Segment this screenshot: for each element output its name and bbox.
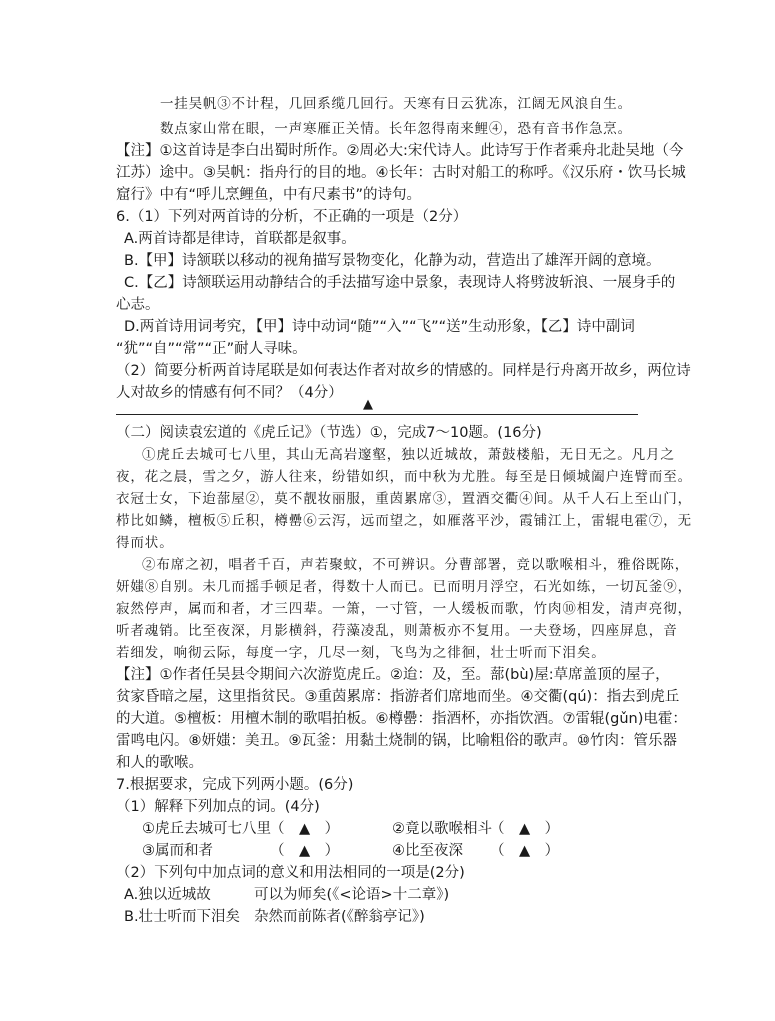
prose-line: 寂然停声，属而和者，才三四辈。一箫，一寸管，一人缓板而歌，竹肉⑩相发，清声亮彻， [116, 601, 692, 617]
vocab-item-1: ①虎丘去城可七八里 [142, 821, 271, 837]
vocab-item-4: ④比至夜深 [392, 843, 463, 859]
prose-line: ②布席之初，唱者千百，声若聚蚊，不可辨识。分曹部署，竞以歌喉相斗，雅俗既陈， [142, 557, 690, 573]
prose-line: ①虎丘去城可七八里，其山无高岩邃壑，独以近城故，萧鼓楼船，无日无之。凡月之 [142, 447, 675, 463]
prose-line: 栉比如鳞，檀板⑤丘积，樽罍⑥云泻，远而望之，如雁落平沙，霞铺江上，雷辊电霍⑦，无 [116, 513, 692, 529]
answer-blank-1[interactable]: （ ▲ ） [270, 821, 340, 837]
prose-line: 若细发，响彻云际，每度一字，几尽一刻，飞鸟为之徘徊，壮士听而下泪矣。 [116, 645, 606, 661]
question-7-option-b-compare: 杂然而前陈者(《醉翁亭记》) [254, 909, 425, 925]
answer-line[interactable] [116, 414, 638, 415]
question-6-option-d: D.两首诗用词考究，【甲】诗中动词“随”“入”“飞”“送”生动形象，【乙】诗中副词 [124, 319, 635, 335]
question-7-option-a: A.独以近城故 [124, 887, 211, 903]
note-line: 雷鸣电闪。⑧妍媸：美丑。⑨瓦釜：用黏土烧制的锅，比喻粗俗的歌声。⑩竹肉：管乐器 [116, 733, 677, 749]
question-6-option-d-cont: “犹”“自”“常”“正”耐人寻味。 [116, 341, 307, 357]
vocab-item-2: ②竟以歌喉相斗 [392, 821, 492, 837]
question-6-part2: （2）简要分析两首诗尾联是如何表达作者对故乡的情感的。同样是行舟离开故乡，两位诗 [116, 363, 691, 379]
prose-line: 听者魂销。比至夜深，月影横斜，荇藻凌乱，则萧板亦不复用。一夫登场，四座屏息，音 [116, 623, 678, 639]
note-line: 贫家昏暗之屋，这里指贫民。③重茵累席：指游者们席地而坐。④交衢(qú)：指去到虎丘 [116, 689, 680, 705]
question-7-stem: 7.根据要求，完成下列两小题。(6分) [116, 777, 354, 793]
poem-line: 数点家山常在眼，一声寒雁正关情。长年忽得南来鲤④，恐有音书作急烹。 [160, 121, 632, 137]
question-6-option-b: B.【甲】诗颔联以移动的视角描写景物变化，化静为动，营造出了雄浑开阔的意境。 [124, 253, 661, 269]
poem-line: 一挂吴帆③不计程，几回系缆几回行。天寒有日云犹冻，江阔无风浪自生。 [160, 96, 632, 112]
question-7-part1: （1）解释下列加点的词。(4分) [116, 799, 320, 815]
note-line: 【注】①这首诗是李白出蜀时所作。②周必大:宋代诗人。此诗写于作者乘舟北赴吴地（今 [116, 143, 684, 159]
question-7-option-b: B.壮士听而下泪矣 [124, 909, 241, 925]
answer-blank-4[interactable]: （ ▲ ） [490, 843, 560, 859]
section-2-header: （二）阅读袁宏道的《虎丘记》（节选）①，完成7～10题。(16分) [116, 425, 542, 441]
answer-blank-3[interactable]: （ ▲ ） [270, 843, 340, 859]
note-line: 窟行》中有“呼儿烹鲤鱼，中有尺素书”的诗句。 [116, 187, 422, 203]
note-line: 【注】①作者任吴县令期间六次游览虎丘。②迨：及，至。蔀(bù)屋:草席盖顶的屋子， [116, 667, 670, 683]
note-line: 的大道。⑤檀板：用檀木制的歌唱拍板。⑥樽罍：指酒杯，亦指饮酒。⑦雷辊(gǔn)电霍： [116, 711, 687, 727]
vocab-item-3: ③属而和者 [142, 843, 213, 859]
question-6-option-c: C.【乙】诗颔联运用动静结合的手法描写途中景象，表现诗人将劈波斩浪、一展身手的 [124, 275, 676, 291]
prose-line: 夜，花之晨，雪之夕，游人往来，纷错如织，而中秋为尤胜。每至是日倾城阖户连臂而至。 [116, 469, 692, 485]
answer-blank-2[interactable]: （ ▲ ） [490, 821, 560, 837]
question-6-option-a: A.两首诗都是律诗，首联都是叙事。 [124, 231, 356, 247]
question-7-option-a-compare: 可以为师矣(《<论语>十二章》) [254, 887, 450, 903]
question-7-part2: （2）下列句中加点词的意义和用法相同的一项是(2分) [116, 865, 465, 881]
note-line: 和人的歌喉。 [116, 755, 203, 771]
question-6-part2-cont: 人对故乡的情感有何不同？（4分） [116, 385, 343, 401]
question-6-stem: 6.（1）下列对两首诗的分析，不正确的一项是（2分） [116, 209, 468, 225]
answer-mark: ▲ [363, 397, 373, 412]
note-line: 江苏）途中。③吴帆：指舟行的目的地。④长年：古时对船工的称呼。《汉乐府・饮马长城 [116, 165, 686, 181]
prose-line: 衣冠士女，下迨蔀屋②，莫不靓妆丽服，重茵累席③，置酒交衢④间。从千人石上至山门， [116, 491, 692, 507]
prose-line: 妍媸⑧自别。未几而摇手顿足者，得数十人而已。已而明月浮空，石光如练，一切瓦釜⑨， [116, 579, 692, 595]
question-6-option-c-cont: 心志。 [116, 297, 160, 313]
prose-line: 得而状。 [116, 535, 174, 551]
